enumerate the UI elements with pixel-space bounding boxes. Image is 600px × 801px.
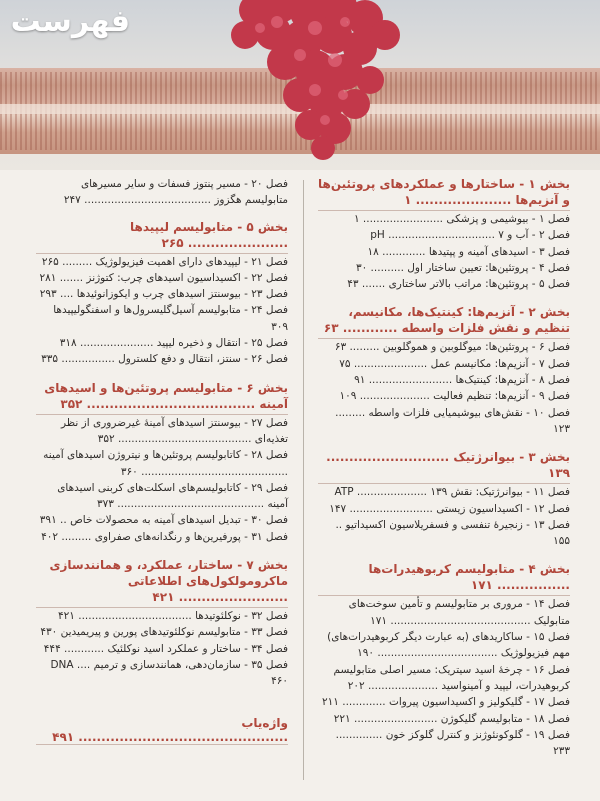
chapter-entry: فصل ۳ - اسیدهای آمینه و پپتیدها ............. ۱۸ <box>367 245 570 258</box>
section-heading: بخش ۲ - آنزیم‌ها: کینتیک‌ها، مکانیسم، تنظیم و نقش فلزات واسطه ............ ۶۳ <box>318 304 570 339</box>
chapter-entry: فصل ۲۴ - متابولیسم آسیل‌گلیسرول‌ها و اسفنگولیپیدها ۳۰۹ <box>49 304 288 333</box>
chapter-entry: فصل ۱۴ - مروری بر متابولیسم و تأمین سوخت‌های متابولیک .......................................... ۱۷۱ <box>345 598 570 627</box>
section-heading: بخش ۴ - متابولیسم کربوهیدرات‌ها ................ ۱۷۱ <box>318 561 570 596</box>
chapter-entry: فصل ۳۲ - نوکلئوتیدها .................................. ۴۲۱ <box>58 610 288 623</box>
chapter-entry: فصل ۶ - پروتئین‌ها: میوگلوبین و هموگلوبین ......... ۶۳ <box>334 341 570 354</box>
chapter-entry: فصل ۱۶ - چرخهٔ اسید سیتریک: مسیر اصلی متابولیسم کربوهیدرات، لیپید و آمینواسید ..................... ۲۰۲ <box>330 663 570 692</box>
banner-title: فهرست <box>10 4 130 39</box>
section-heading: بخش ۷ - ساختار، عملکرد، و همانندسازی ماکرومولکول‌های اطلاعاتی ........................ ۴۲۱ <box>36 557 288 608</box>
chapter-entry: فصل ۲ - آب و pH ................................ ۷ <box>370 229 570 242</box>
chapter-entry: فصل ۲۱ - لیپیدهای دارای اهمیت فیزیولوژیک ......... ۲۶۵ <box>41 255 288 268</box>
chapter-entry: فصل ۳۵ - سازمان‌دهی، همانندسازی و ترمیم DNA .... ۴۶۰ <box>47 658 288 688</box>
chapter-entry: فصل ۱۸ - متابولیسم گلیکوژن ......................... ۲۲۱ <box>333 712 570 725</box>
section-heading: بخش ۶ - متابولیسم پروتئین‌ها و اسیدهای آمینه ..................................... ۳۵۲ <box>36 380 288 415</box>
chapter-entry: فصل ۲۵ - انتقال و ذخیره لیپید ...................... ۳۱۸ <box>59 337 288 350</box>
toc-right-column <box>318 176 570 759</box>
cover-banner <box>0 0 600 170</box>
chapter-entry: فصل ۲۳ - بیوسنتز اسیدهای چرب و ایکوزانوئیدها .... ۲۹۳ <box>39 288 288 301</box>
section-heading: بخش ۱ - ساختارها و عملکردهای پروتئین‌ها و آنزیم‌ها ..................... ۱ <box>318 176 570 211</box>
chapter-entry: فصل ۲۸ - کاتابولیسم پروتئین‌ها و نیتروژن اسیدهای آمینه ............................................ ۳۶۰ <box>39 449 288 478</box>
protein-illustration <box>215 0 405 160</box>
section-heading: بخش ۵ - متابولیسم لیپیدها ...................... ۲۶۵ <box>36 219 288 254</box>
chapter-entry: فصل ۹ - آنزیم‌ها: تنظیم فعالیت ..................... ۱۰۹ <box>339 390 570 403</box>
chapter-entry: فصل ۱۷ - گلیکولیز و اکسیداسیون پیروات ............. ۲۱۱ <box>321 696 570 709</box>
chapter-entry: فصل ۳۱ - پورفیرین‌ها و رنگدانه‌های صفراوی ......... ۴۰۲ <box>41 530 288 543</box>
chapter-entry: فصل ۳۰ - تبدیل اسیدهای آمینه به محصولات خاص .. ۳۹۱ <box>39 514 288 527</box>
chapter-entry: فصل ۷ - آنزیم‌ها: مکانیسم عمل ...................... ۷۵ <box>339 357 570 370</box>
chapter-entry: فصل ۳۳ - متابولیسم نوکلئوتیدهای پورین و پیریمیدین ۴۳۰ <box>40 626 288 639</box>
chapter-entry: فصل ۸ - آنزیم‌ها: کینتیک‌ها ......................... ۹۱ <box>354 374 570 387</box>
chapter-entry: فصل ۱۳ - زنجیرهٔ تنفسی و فسفریلاسیون اکسیداتیو .. ۱۵۵ <box>332 518 570 548</box>
column-divider <box>303 180 304 780</box>
chapter-entry: فصل ۵ - پروتئین‌ها: مراتب بالاتر ساختاری ....... ۴۳ <box>347 278 570 291</box>
chapter-entry: فصل ۲۰ - مسیر پنتوز فسفات و سایر مسیرهای متابولیسم هگزوز ...................................... ۲۴۷ <box>63 178 288 207</box>
chapter-entry: فصل ۳۴ - ساختار و عملکرد اسید نوکلئیک ............ ۴۴۴ <box>43 642 288 655</box>
toc-left-column <box>36 176 288 745</box>
index-entry: واژه‌یاب .............................................. ۴۹۱ <box>36 716 288 745</box>
chapter-entry: فصل ۱۵ - ساکاریدهای (به عبارت دیگر کربوهیدرات‌های) مهم فیزیولوژیک .................................... ۱۹۰ <box>323 631 570 660</box>
chapter-entry: فصل ۲۶ - سنتز، انتقال و دفع کلسترول ................ ۳۳۵ <box>41 353 288 366</box>
chapter-entry: فصل ۱۹ - گلوکونئوژنز و کنترل گلوکز خون .............. ۲۳۳ <box>332 728 570 758</box>
chapter-entry: فصل ۲۲ - اکسیداسیون اسیدهای چرب: کتوژنز ....... ۲۸۱ <box>39 271 288 284</box>
chapter-entry: فصل ۱۱ - بیوانرژتیک: نقش ATP ..................... ۱۳۹ <box>334 486 570 499</box>
chapter-entry: فصل ۱۰ - نقش‌های بیوشیمیایی فلزات واسطه ......... ۱۲۳ <box>331 406 570 435</box>
chapter-entry: فصل ۱۲ - اکسیداسیون زیستی ......................... ۱۴۷ <box>329 502 570 515</box>
section-heading: بخش ۳ - بیوانرژتیک ........................... ۱۳۹ <box>318 449 570 484</box>
toc-page <box>0 170 600 801</box>
chapter-entry: فصل ۲۷ - بیوسنتز اسیدهای آمینهٔ غیرضروری از نظر تغذیه‌ای ........................................ ۳۵۲ <box>57 416 288 445</box>
chapter-entry: فصل ۴ - پروتئین‌ها: تعیین ساختار اول .......... ۳۰ <box>355 261 570 274</box>
chapter-entry: فصل ۱ - بیوشیمی و پزشکی ........................ ۱ <box>353 213 570 225</box>
chapter-entry: فصل ۲۹ - کاتابولیسم‌های اسکلت‌های کربنی اسیدهای آمینه ............................................ ۳۷۳ <box>53 481 288 511</box>
